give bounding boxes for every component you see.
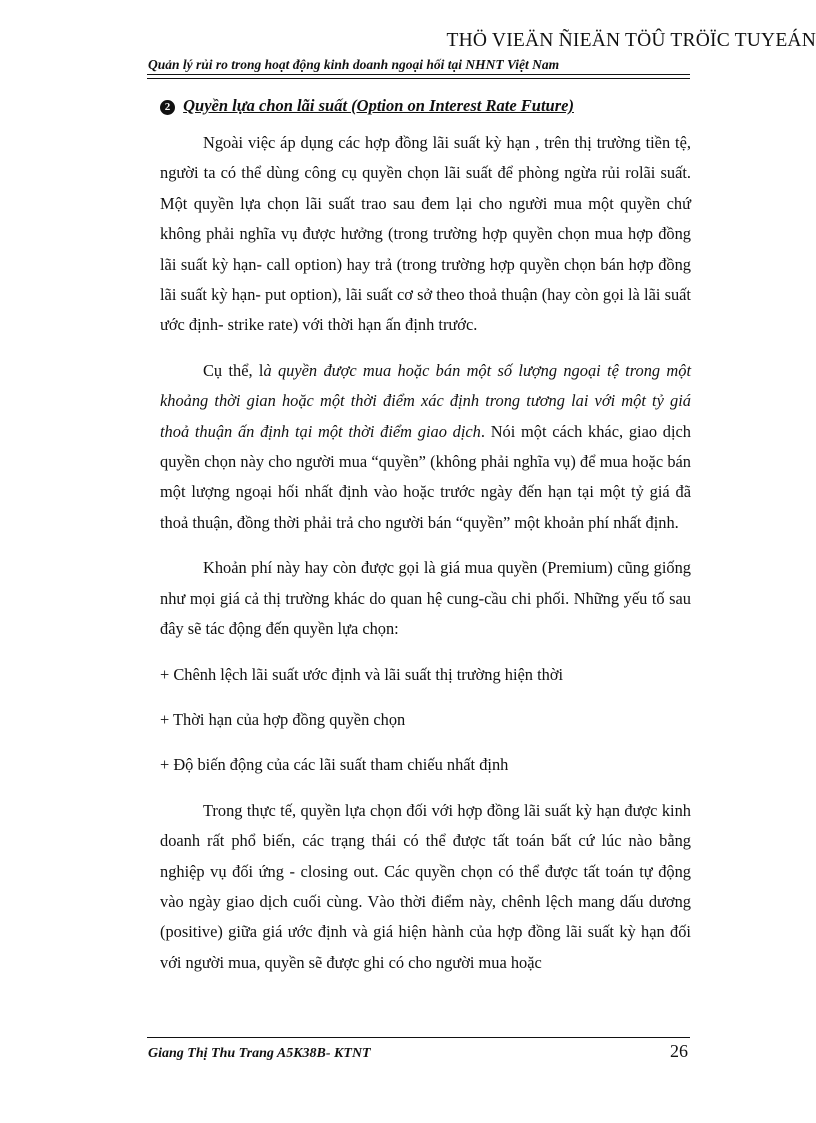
list-item: + Thời hạn của hợp đồng quyền chọn bbox=[160, 709, 406, 729]
footer-author: Giang Thị Thu Trang A5K38B- KTNT bbox=[148, 1046, 371, 1061]
paragraph-2-lead: Cụ thể, l bbox=[203, 360, 264, 380]
page-number: 26 bbox=[670, 1041, 688, 1061]
section-title: Quyền lựa chon lãi suất (Option on Interest Rate Future) bbox=[183, 96, 574, 115]
running-header: Quản lý rủi ro trong hoạt động kinh doanh ngoại hối tại NHNT Việt Nam bbox=[148, 57, 560, 72]
numbered-bullet-icon: 2 bbox=[160, 100, 175, 115]
paragraph-2-definition: à quyền được mua hoặc bán một số lượng ngoại tệ trong một khoảng thời gian hoặc một thời điểm xác định trong tương lai với một tỷ giá thoả thuận ấn định tại một thời điểm giao dịch bbox=[160, 360, 692, 441]
header-rule-thin bbox=[147, 78, 690, 79]
paragraph-4: Trong thực tế, quyền lựa chọn đối với hợp đồng lãi suất kỳ hạn được kinh doanh rất phổ biến, các trạng thái có thể được tất toán bất cứ lúc nào bằng nghiệp vụ đối ứng - closing out. Các quyền chọn có thể được tất toán tự động vào ngày giao dịch cuối cùng. Vào thời điểm này, chênh lệch mang dấu dương (positive) giữa giá ước định và giá hiện hành của hợp đồng lãi suất kỳ hạn đối với người mua, quyền sẽ được ghi có cho người mua hoặc bbox=[160, 800, 691, 972]
section-heading bbox=[160, 96, 574, 116]
watermark-text: THÖ VIEÄN ÑIEÄN TÖÛ TRÖÏC TUYEÁN bbox=[446, 30, 816, 51]
paragraph-2 bbox=[160, 356, 691, 538]
footer-rule bbox=[147, 1037, 690, 1038]
paragraph-2-rest: . Nói một cách khác, giao dịch quyền chọn này cho người mua “quyền” (không phải nghĩa vụ) để mua hoặc bán một lượng ngoại hối nhất định vào hoặc trước ngày đến hạn tại một tỷ giá đã thoả thuận, đồng thời phải trả cho người bán “quyền” một khoản phí nhất định. bbox=[160, 421, 691, 532]
paragraph-3: Khoản phí này hay còn được gọi là giá mua quyền (Premium) cũng giống như mọi giá cả thị trường khác do quan hệ cung-cầu chi phối. Những yếu tố sau đây sẽ tác động đến quyền lựa chọn: bbox=[160, 558, 691, 639]
header-rule-thick bbox=[147, 74, 690, 75]
paragraph-1: Ngoài việc áp dụng các hợp đồng lãi suất kỳ hạn , trên thị trường tiền tệ, người ta có thể dùng công cụ quyền chọn lãi suất để phòng ngừa rủi rolãi suất. Một quyền lựa chọn lãi suất trao sau đem lại cho người mua một quyền chứ không phải nghĩa vụ được hưởng (trong trường hợp quyền chọn mua hợp đồng lãi suất kỳ hạn- call option) hay trả (trong trường hợp quyền chọn bán hợp đồng lãi suất kỳ hạn- put option), lãi suất cơ sở theo thoả thuận (hay còn gọi là lãi suất ước định- strike rate) với thời hạn ấn định trước. bbox=[160, 133, 691, 335]
list-item: + Chênh lệch lãi suất ước định và lãi suất thị trường hiện thời bbox=[160, 664, 564, 684]
body-text bbox=[160, 128, 691, 993]
list-item: + Độ biến động của các lãi suất tham chiếu nhất định bbox=[160, 755, 509, 775]
